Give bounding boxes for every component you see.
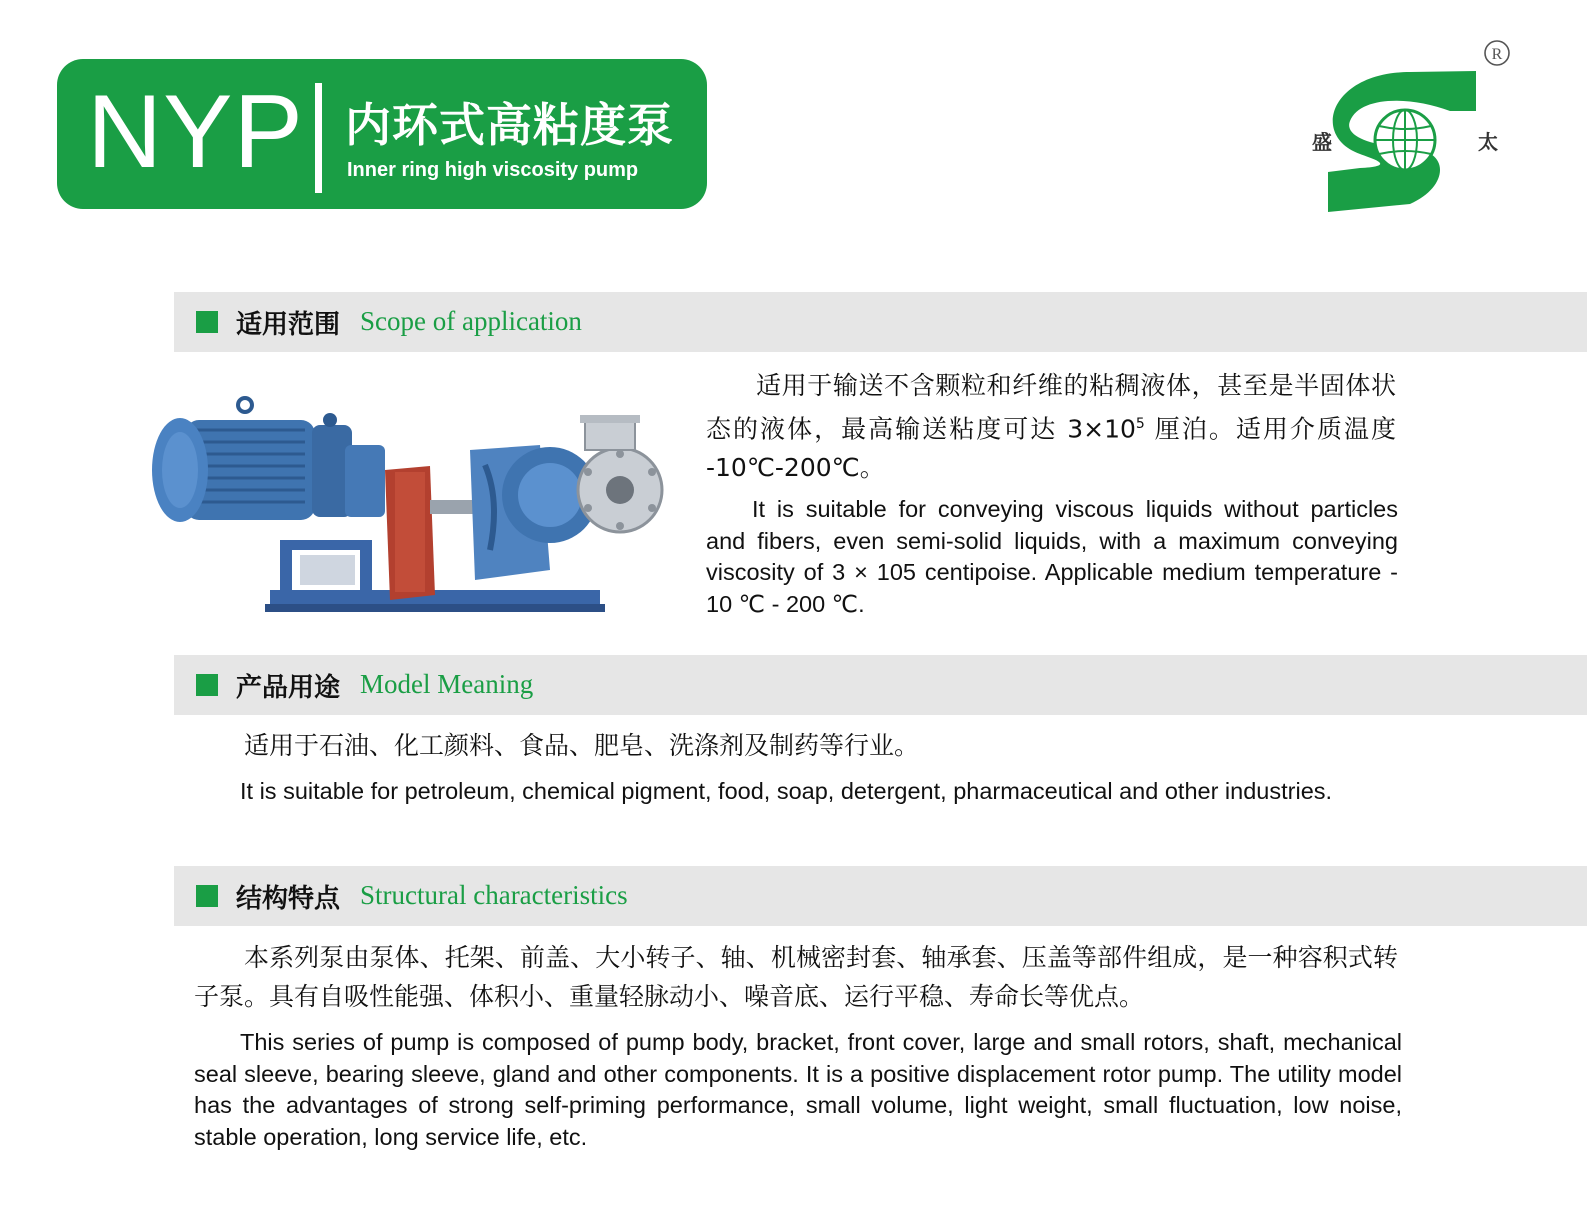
pump-product-image [140, 390, 680, 625]
structure-text-en: This series of pump is composed of pump body, bracket, front cover, large and small rotors, shaft, mechanical seal sleeve, bearing sleeve, gland and other components. It is a positive displacement rotor pump. The utility model has the advantages of strong self-priming performance, small volume, light weight, small fluctuation, low noise, stable operation, long service life, etc. [194, 1029, 1402, 1150]
logo-char-left: 盛 [1312, 130, 1332, 154]
section-bullet-icon [196, 885, 218, 907]
section-bullet-icon [196, 311, 218, 333]
header-banner [57, 59, 707, 209]
model-code: NYP [87, 74, 304, 190]
page-title: 内环式高粘度泵 [345, 98, 674, 152]
section-title-en: Structural characteristics [360, 880, 628, 910]
section-title-cn: 产品用途 [236, 673, 341, 703]
section-header-usage [174, 655, 1587, 715]
section-title-en: Scope of application [360, 306, 582, 336]
logo-char-right: 太 [1478, 130, 1498, 154]
scope-text-en: It is suitable for conveying viscous liquids without particles and fibers, even semi-solid liquids, with a maximum conveying viscosity of 3 × 105 centipoise. Applicable medium temperature - 10 ℃ - 200 ℃. [706, 496, 1398, 617]
header-divider [315, 83, 322, 193]
page-subtitle: Inner ring high viscosity pump [347, 159, 639, 181]
registered-mark: R [1491, 46, 1503, 63]
section-header-structure [174, 866, 1587, 926]
scope-text-cn: 适用于输送不含颗粒和纤维的粘稠液体，甚至是半固体状态的液体，最高输送粘度可达 $3\times 10^5$ 厘泊。适用介质温度 -10℃-200℃。 [706, 371, 1396, 483]
section-bullet-icon [196, 674, 218, 696]
structure-text-cn: 本系列泵由泵体、托架、前盖、大小转子、轴、机械密封套、轴承套、压盖等部件组成，是一种容积式转子泵。具有自吸性能强、体积小、重量轻脉动小、噪音底、运行平稳、寿命长等优点。 [194, 943, 1398, 1011]
usage-text-cn: 适用于石油、化工颜料、食品、肥皂、洗涤剂及制药等行业。 [244, 731, 920, 760]
section-title-cn: 适用范围 [236, 310, 341, 340]
company-logo [1300, 36, 1520, 216]
section-title-cn: 结构特点 [236, 884, 341, 914]
usage-text-en: It is suitable for petroleum, chemical pigment, food, soap, detergent, pharmaceutical and other industries. [240, 778, 1333, 804]
section-title-en: Model Meaning [360, 669, 534, 699]
section-header-scope [174, 292, 1587, 352]
